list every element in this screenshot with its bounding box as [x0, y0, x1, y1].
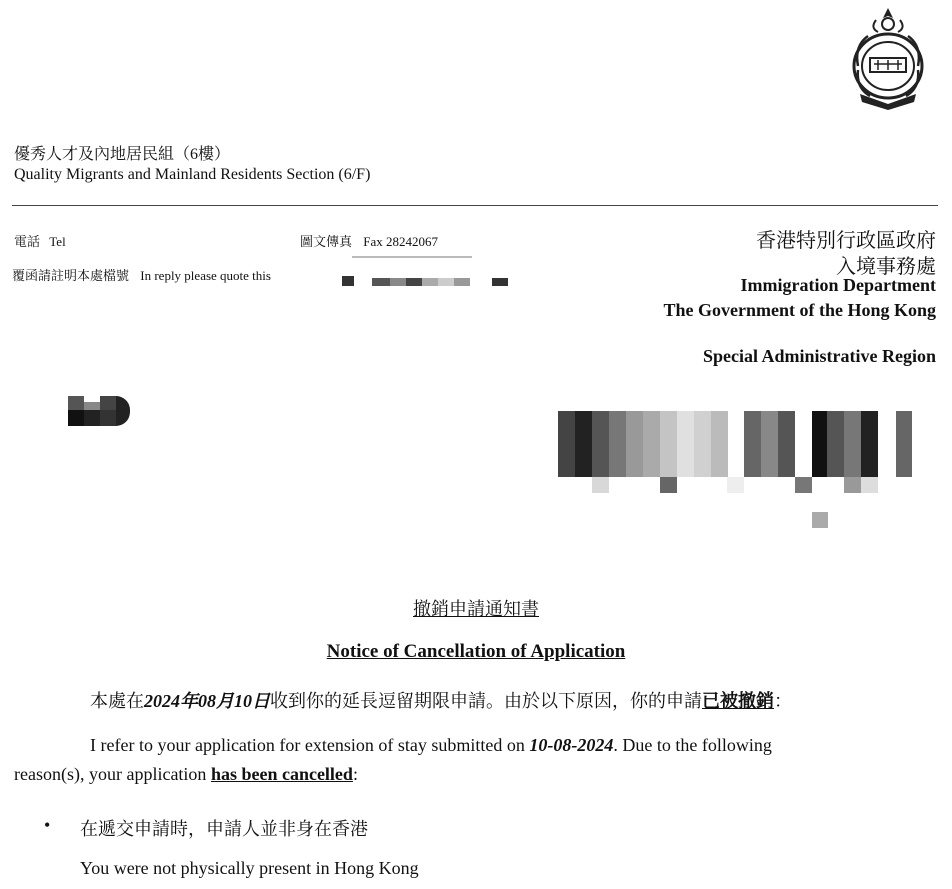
received-date-en: 10-08-2024	[529, 735, 614, 755]
region-name-en: Special Administrative Region	[703, 346, 936, 366]
gov-name-en: The Government of the Hong Kong	[663, 300, 936, 320]
body-en-middle: . Due to the following	[613, 735, 772, 755]
fax-number: 28242067	[386, 234, 439, 249]
body-paragraph-en-line2	[14, 764, 358, 785]
fax-label-zh: 圖文傳真	[300, 234, 353, 249]
body-paragraph-zh	[90, 687, 792, 713]
notice-title-en: Notice of Cancellation of Application	[326, 641, 626, 662]
body-en-prefix: I refer to your application for extension of stay submitted on	[90, 735, 525, 755]
hksar-immigration-crest-icon	[848, 6, 928, 110]
body-zh-suffix: ：	[774, 691, 792, 711]
section-name-en: Quality Migrants and Mainland Residents Section (6/F)	[14, 166, 371, 183]
bullet-icon: •	[44, 815, 51, 835]
tel-label-zh: 電話	[14, 234, 41, 249]
body-en-line2-prefix: reason(s), your application	[14, 764, 207, 784]
received-date-zh: 2024年08月10日	[144, 691, 270, 711]
reply-row	[12, 265, 271, 284]
reply-label-zh: 覆函請註明本處檔號	[12, 268, 130, 283]
dept-name-en: Immigration Department	[740, 275, 936, 295]
tel-label-en: Tel	[49, 234, 66, 249]
dept-name-zh: 入境事務處	[836, 256, 936, 278]
fax-label-en: Fax	[363, 234, 383, 249]
reason-item-zh: 在遞交申請時，申請人並非身在香港	[80, 819, 368, 839]
gov-name-zh: 香港特別行政區政府	[756, 230, 936, 252]
status-zh: 已被撤銷	[702, 691, 774, 711]
body-zh-middle: 收到你的延長逗留期限申請。由於以下原因，你的申請	[270, 691, 702, 711]
body-paragraph-en-line1	[90, 735, 772, 756]
body-zh-prefix: 本處在	[90, 691, 144, 711]
header-divider	[12, 205, 938, 206]
tel-row	[14, 231, 66, 250]
reply-label-en: In reply please quote this	[140, 268, 271, 283]
fax-row	[300, 231, 438, 250]
section-name-zh: 優秀人才及內地居民組（6樓）	[14, 146, 231, 163]
status-en: has been cancelled	[210, 764, 353, 784]
notice-title-zh: 撤銷申請通知書	[413, 599, 539, 619]
reason-item-en: You were not physically present in Hong Kong	[80, 858, 419, 878]
body-en-suffix: :	[352, 764, 358, 784]
